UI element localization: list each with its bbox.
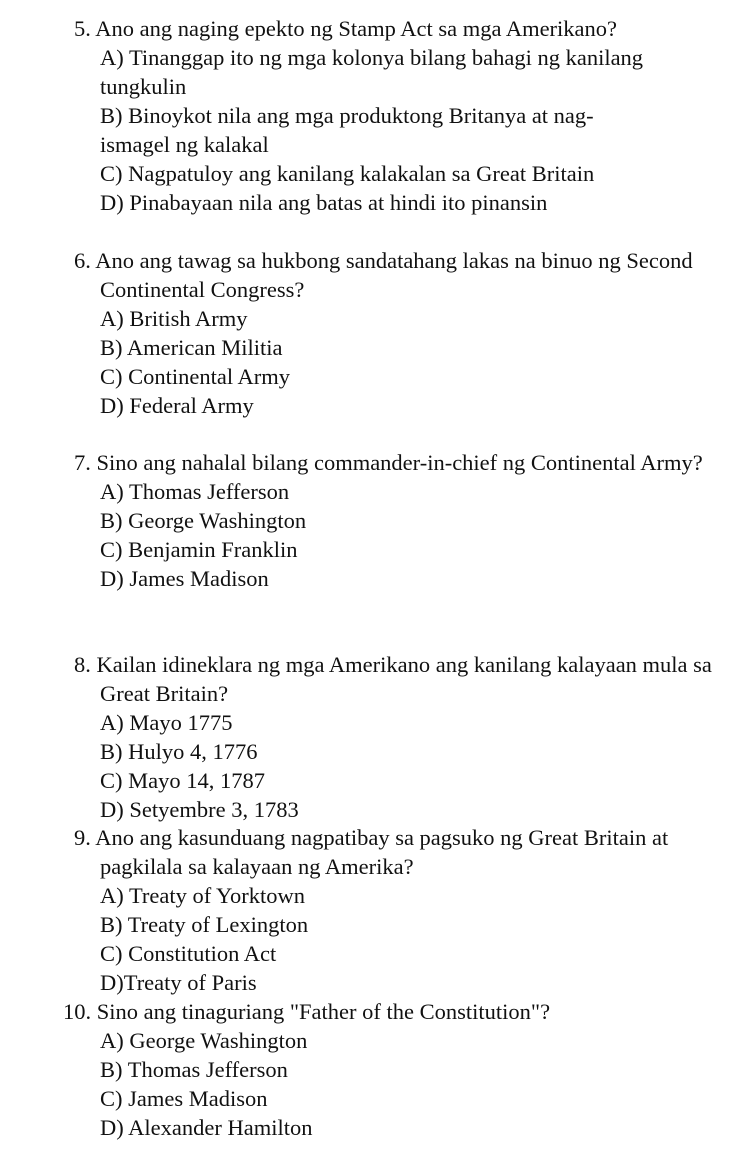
question-text: Ano ang kasunduang nagpatibay sa pagsuko ng Great Britain at pagkilala sa kalayaan ng Amerika? bbox=[95, 825, 669, 879]
option-c: C) Benjamin Franklin bbox=[100, 537, 298, 562]
option-c: C) James Madison bbox=[100, 1086, 268, 1111]
question-text: Ano ang naging epekto ng Stamp Act sa mga Amerikano? bbox=[95, 16, 618, 41]
option-c: C) Constitution Act bbox=[100, 941, 277, 966]
option-b: B) Treaty of Lexington bbox=[100, 912, 309, 937]
question-number: 9. bbox=[74, 825, 91, 850]
option-a: A) Treaty of Yorktown bbox=[100, 883, 306, 908]
option-b: B) Hulyo 4, 1776 bbox=[100, 739, 258, 764]
question-8 bbox=[74, 650, 734, 824]
question-stem bbox=[63, 997, 734, 1026]
option-c: C) Mayo 14, 1787 bbox=[100, 768, 265, 793]
question-number: 7. bbox=[74, 450, 91, 475]
option-d: D) Federal Army bbox=[100, 393, 254, 418]
option-b: B) American Militia bbox=[100, 335, 283, 360]
option-a: A) Thomas Jefferson bbox=[100, 479, 290, 504]
question-stem bbox=[74, 246, 734, 304]
question-number: 8. bbox=[74, 652, 91, 677]
option-a: A) George Washington bbox=[100, 1028, 308, 1053]
option-b: B) Binoykot nila ang mga produktong Britanya at nag-ismagel ng kalakal bbox=[100, 103, 594, 157]
option-d: D) Alexander Hamilton bbox=[100, 1115, 313, 1140]
option-b: B) Thomas Jefferson bbox=[100, 1057, 288, 1082]
question-text: Sino ang tinaguriang "Father of the Constitution"? bbox=[96, 999, 551, 1024]
question-10 bbox=[63, 997, 734, 1142]
question-stem bbox=[74, 448, 734, 477]
question-7 bbox=[74, 448, 734, 593]
question-9 bbox=[74, 823, 734, 997]
option-d: D) James Madison bbox=[100, 566, 269, 591]
option-c: C) Continental Army bbox=[100, 364, 290, 389]
option-a: A) British Army bbox=[100, 306, 248, 331]
option-d: D) Setyembre 3, 1783 bbox=[100, 797, 299, 822]
question-number: 6. bbox=[74, 248, 91, 273]
option-a: A) Tinanggap ito ng mga kolonya bilang bahagi ng kanilang tungkulin bbox=[100, 45, 644, 99]
question-6 bbox=[74, 246, 734, 420]
option-c: C) Nagpatuloy ang kanilang kalakalan sa Great Britain bbox=[100, 161, 595, 186]
option-a: A) Mayo 1775 bbox=[100, 710, 233, 735]
question-5 bbox=[74, 14, 734, 217]
option-d: D)Treaty of Paris bbox=[100, 970, 257, 995]
question-number: 5. bbox=[74, 16, 91, 41]
option-b: B) George Washington bbox=[100, 508, 307, 533]
question-text: Kailan idineklara ng mga Amerikano ang kanilang kalayaan mula sa Great Britain? bbox=[96, 652, 712, 706]
question-stem bbox=[74, 823, 734, 881]
question-stem bbox=[74, 14, 734, 43]
question-number: 10. bbox=[63, 999, 92, 1024]
option-d: D) Pinabayaan nila ang batas at hindi ito pinansin bbox=[100, 190, 548, 215]
question-stem bbox=[74, 650, 734, 708]
question-text: Ano ang tawag sa hukbong sandatahang lakas na binuo ng Second Continental Congress? bbox=[95, 248, 693, 302]
question-text: Sino ang nahalal bilang commander-in-chief ng Continental Army? bbox=[96, 450, 703, 475]
